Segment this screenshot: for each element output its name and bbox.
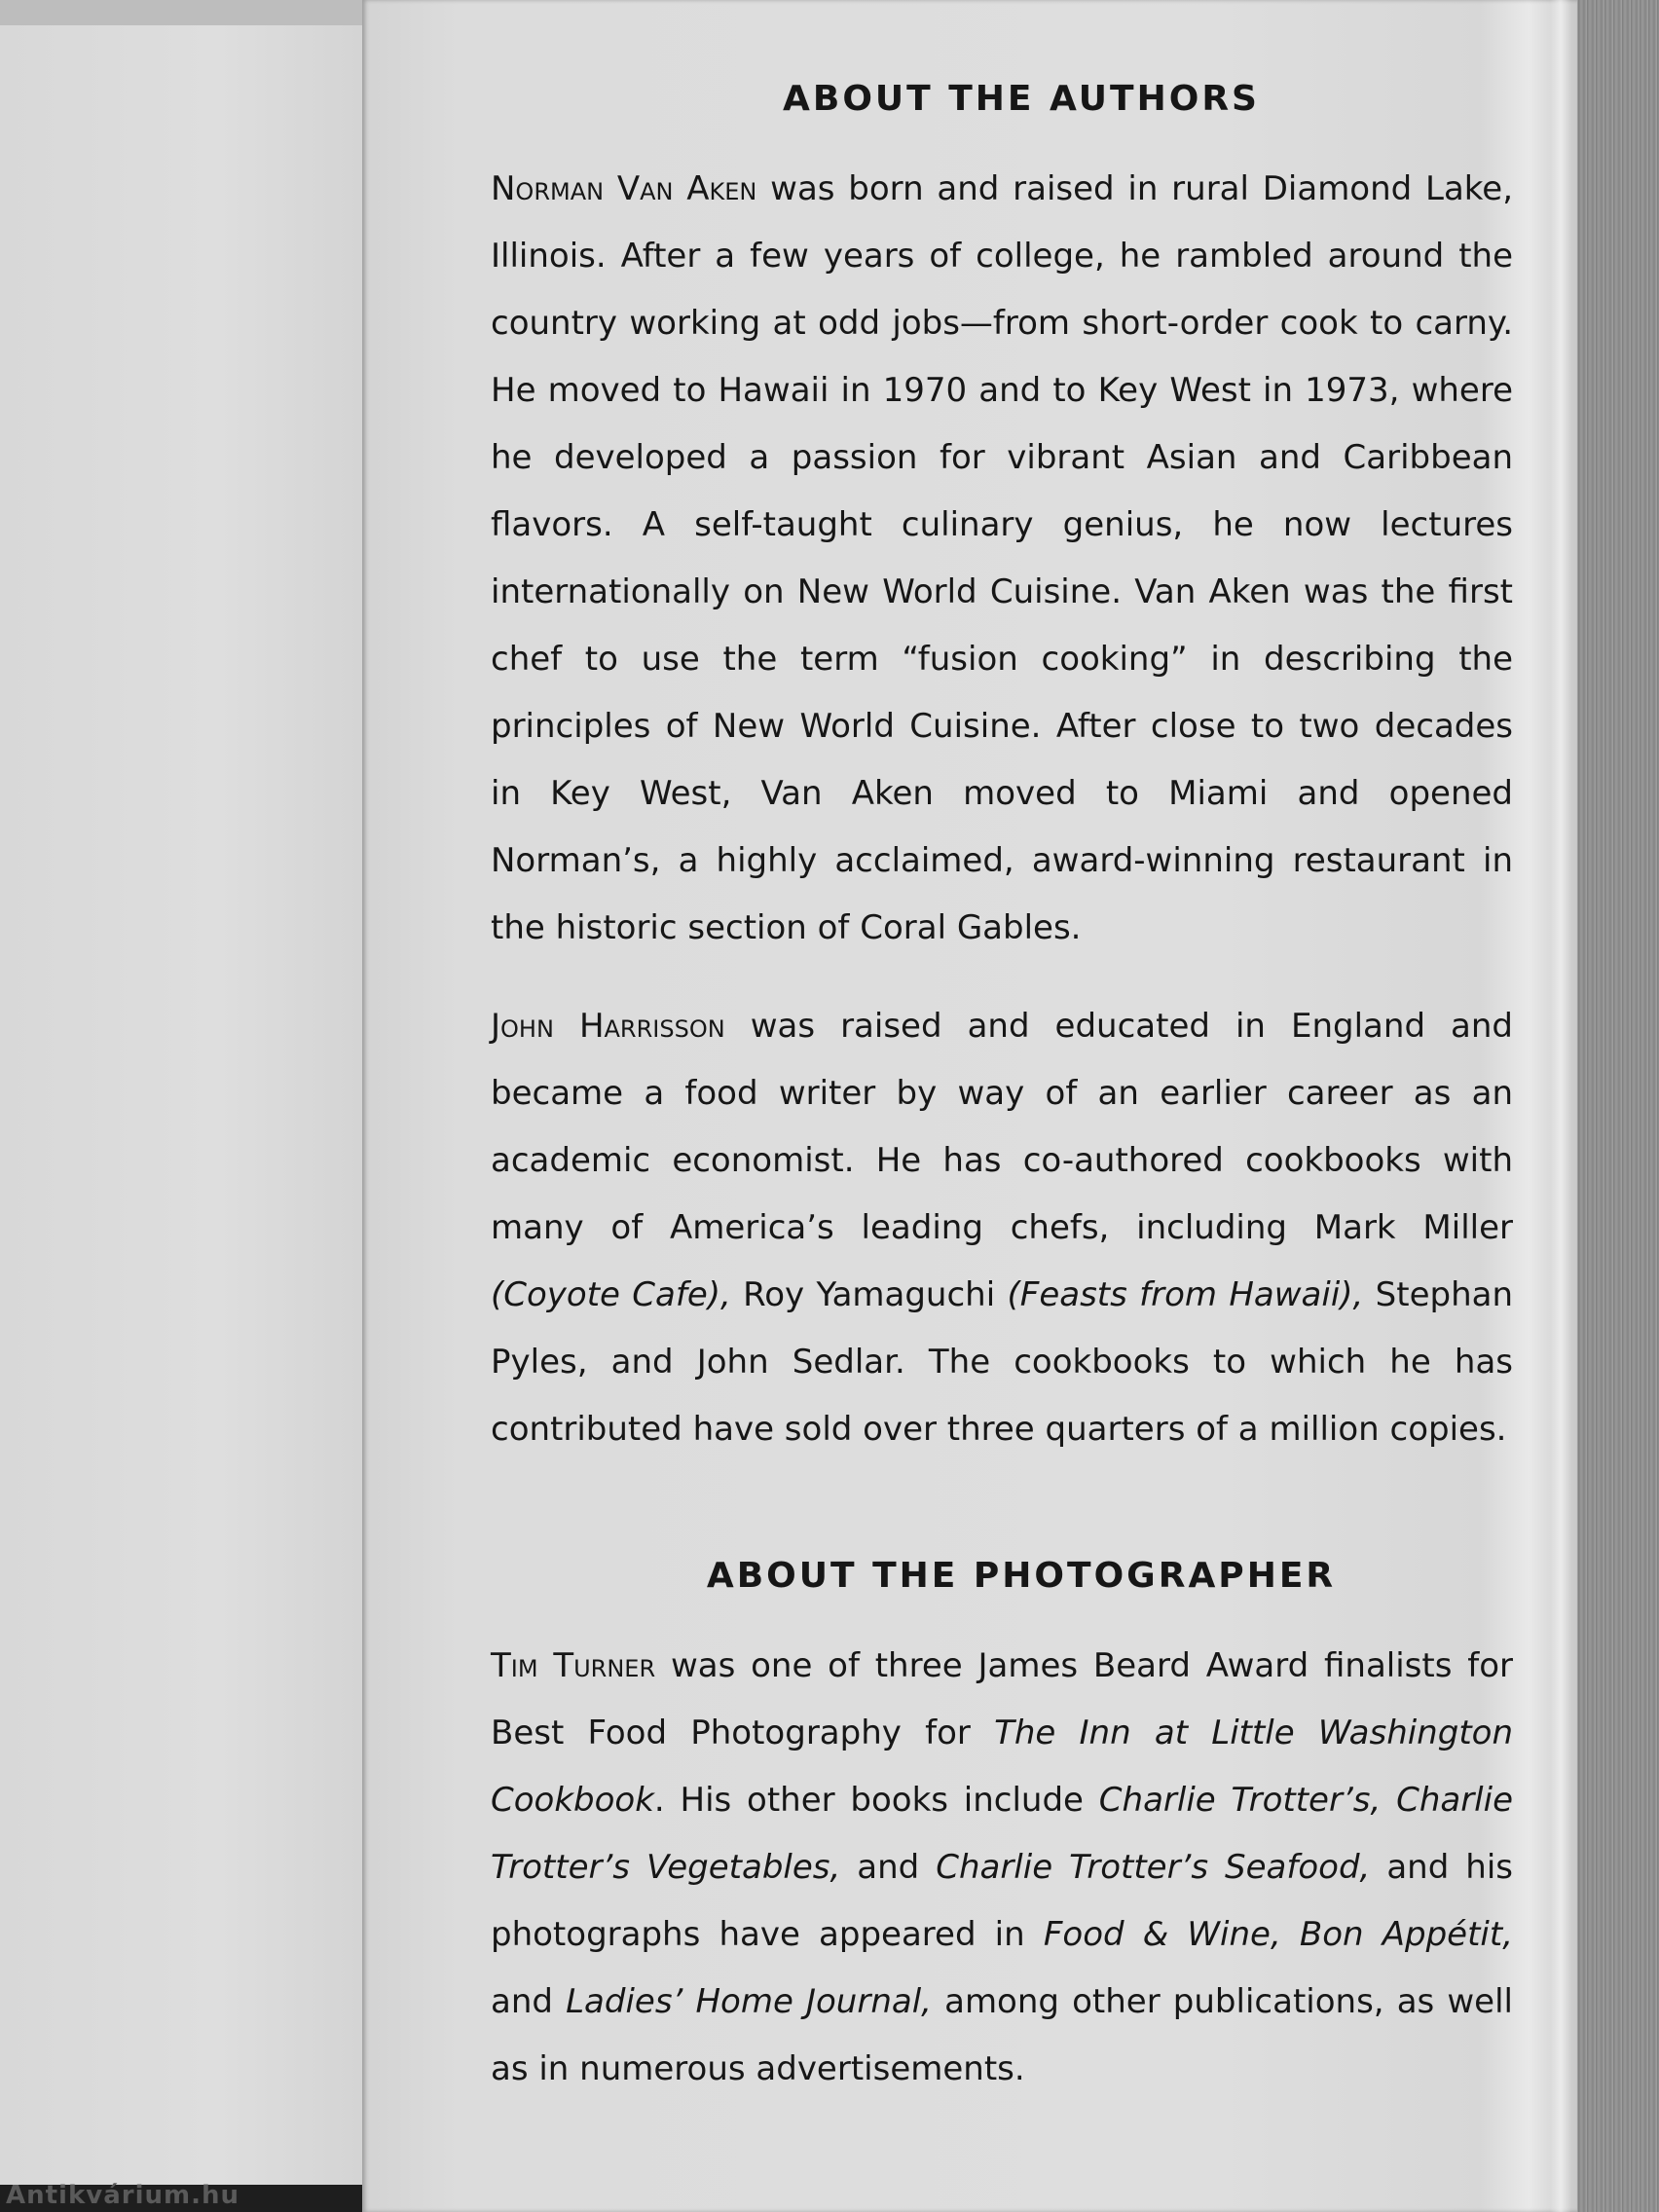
watermark: Antikvárium.hu	[6, 2181, 240, 2210]
left-endpaper	[0, 0, 362, 2212]
book-title: (Coyote Cafe),	[491, 1275, 731, 1314]
book-title: Charlie Trotter’s, Charlie Trotter’s Vegetables,	[491, 1781, 1513, 1887]
cloth-spine	[1569, 0, 1659, 2212]
bio-text: was born and raised in rural Diamond Lake, Illinois. After a few years of college, he rambled around the country working at odd jobs—from short-order cook to carny. He moved to Hawaii in 1970 and to Key West in 1973, where he developed a passion for vibrant Asian and Caribbean flavors. A self-taught culinary genius, he now lectures internationally on New World Cuisine. Van Aken was the first chef to use the term “fusion cooking” in describing the principles of New World Cuisine. After close to two decades in Key West, Van Aken moved to Miami and opened Norman’s, a highly acclaimed, award-winning restaurant in the historic section of Coral Gables.	[491, 169, 1514, 947]
authors-heading: ABOUT THE AUTHORS	[783, 79, 1260, 119]
bio-text: and	[491, 1982, 567, 2021]
author-name: Norman Van Aken	[491, 169, 757, 208]
bio-text: and	[840, 1848, 937, 1887]
photographer-name: Tim Turner	[491, 1646, 656, 1685]
publication-title: Food & Wine, Bon Appétit,	[1043, 1915, 1513, 1954]
bio-text: and his photographs have appeared in	[491, 1848, 1513, 1954]
photographer-heading: ABOUT THE PHOTOGRAPHER	[706, 1556, 1337, 1596]
bio-text: Roy Yamaguchi	[730, 1275, 1008, 1314]
author-name: John Harrisson	[491, 1007, 725, 1046]
turner-bio	[491, 1633, 1513, 2103]
van-aken-bio	[491, 156, 1513, 962]
bio-text: among other publications, as well as in numerous advertisements.	[491, 1982, 1513, 2088]
bio-text: Stephan Pyles, and John Sedlar. The cookbooks to which he has contributed have sold over three quarters of a million copies.	[491, 1275, 1514, 1449]
harrisson-bio	[491, 993, 1513, 1463]
bio-text: was raised and educated in England and became a food writer by way of an earlier career as an academic economist. He has co-authored cookbooks with many of America’s leading chefs, including Mark Miller	[491, 1007, 1514, 1247]
flap-text	[491, 70, 1513, 2103]
flap-edge-gloss	[1550, 0, 1571, 2212]
endpaper-top-edge	[0, 0, 362, 25]
book-title: Charlie Trotter’s Seafood,	[936, 1848, 1371, 1887]
bio-text: . His other books include	[653, 1781, 1099, 1820]
bio-text: was one of three James Beard Award finalists for Best Food Photography for	[491, 1646, 1513, 1752]
book-title: (Feasts from Hawaii),	[1007, 1275, 1364, 1314]
endpaper-bottom-edge	[0, 2181, 362, 2212]
book-title: The Inn at Little Washington Cookbook	[491, 1714, 1513, 1820]
publication-title: Ladies’ Home Journal,	[566, 1982, 932, 2021]
